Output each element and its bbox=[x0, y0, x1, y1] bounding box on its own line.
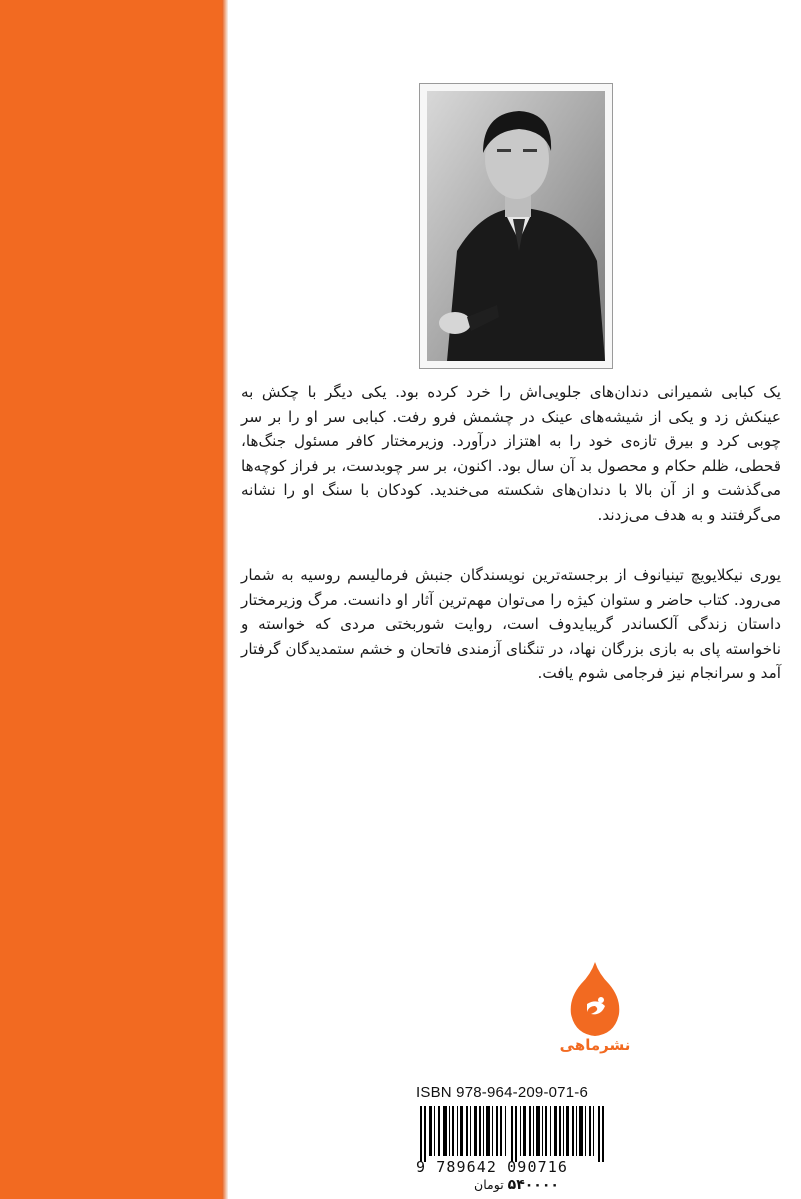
author-photo-frame bbox=[419, 83, 613, 369]
price-label bbox=[398, 1177, 635, 1193]
author-photo bbox=[427, 91, 605, 361]
barcode-icon bbox=[412, 1106, 622, 1162]
author-description-paragraph: یوری نیکلایویچ تینیانوف از برجسته‌ترین نویسندگان جنبش فرمالیسم روسیه به شمار می‌رود. کتاب حاضر و ستوان کیژه را می‌توان مهم‌ترین آثار او دانست. مرگ وزیرمختار داستان زندگی آلکساندر گریبایدوف است، روایت شوربختی مردی که خواسته و ناخواسته پای به بازی بزرگان نهاد، در تنگنای آزمندی فاتحان و خشم ستمدیدگان گرفتار آمد و سرانجام نیز فرجامی شوم یافت. bbox=[241, 566, 781, 683]
spine-edge bbox=[222, 0, 228, 1199]
excerpt-paragraph: یک کبابی شمیرانی دندان‌های جلویی‌اش را خرد کرده بود. یکی دیگر با چکش به عینکش زد و یکی از شیشه‌های عینک در چشمش فرو رفت. کبابی سر او را بر سر چوبی کرد و بیرق تازه‌ی خود را به اهتزاز درآورد. وزیرمختار کافر مسئول جنگ‌ها، قحطی، ظلم حکام و محصول بد آن سال بود. اکنون، بر سر چوبدست، بر فراز کوچه‌ها می‌گذشت و از آن بالا با دندان‌های شکسته می‌خندید. کودکان با سنگ او را نشانه می‌گرفتند و به هدف می‌زدند. bbox=[241, 383, 781, 524]
barcode-digits: 9 789642 090716 bbox=[416, 1158, 568, 1176]
price-value: ۵۴۰۰۰۰ bbox=[507, 1177, 559, 1193]
publisher-logo-icon bbox=[565, 960, 625, 1040]
barcode-area bbox=[398, 1072, 635, 1198]
publisher-name: نشرماهی bbox=[559, 1036, 631, 1054]
isbn-text: ISBN 978-964-209-071-6 bbox=[416, 1084, 589, 1101]
spine-color-block bbox=[0, 0, 225, 1199]
price-unit: تومان bbox=[474, 1177, 504, 1192]
